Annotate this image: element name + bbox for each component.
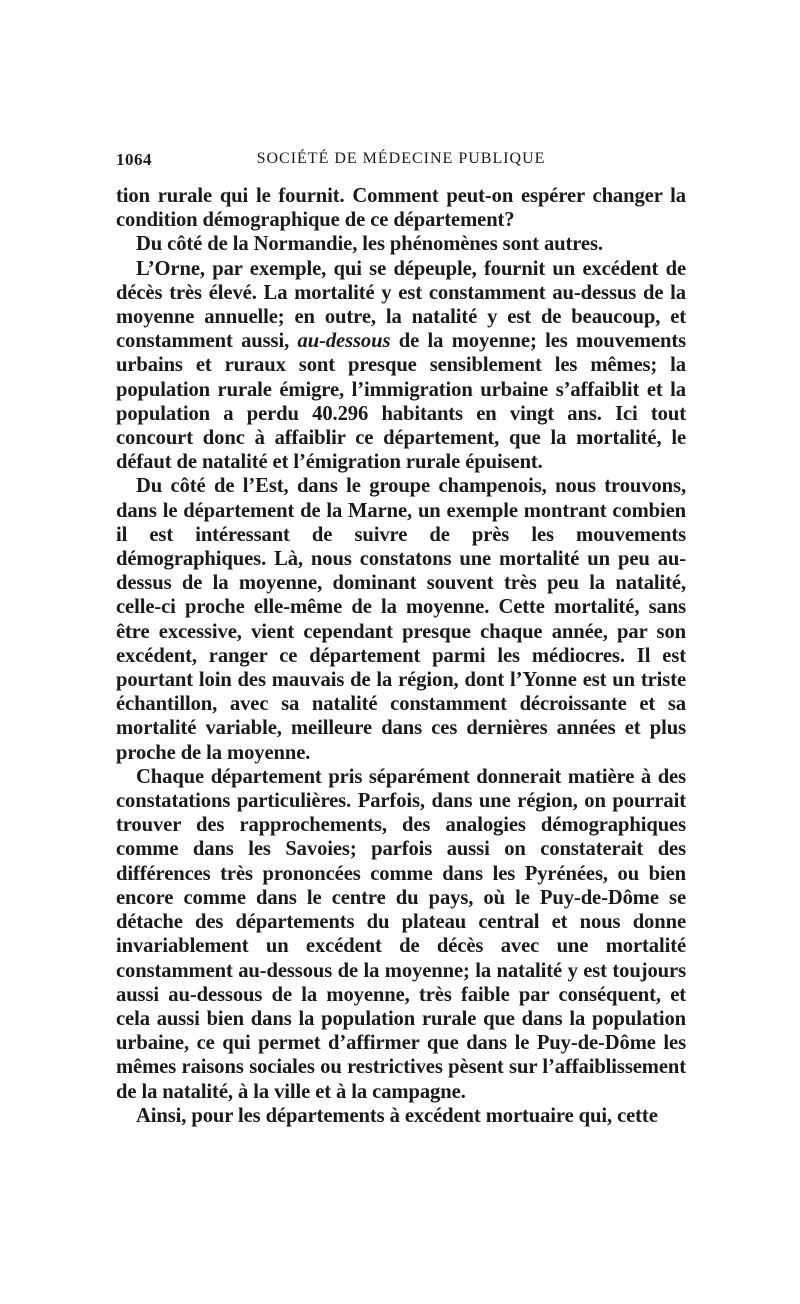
paragraph: [116, 257, 686, 475]
paragraph: Du côté de la Normandie, les phénomènes sont autres.: [136, 233, 603, 256]
running-title: SOCIÉTÉ DE MÉDECINE PUBLIQUE: [256, 150, 546, 167]
page-header: [116, 150, 686, 176]
text-run: L’Orne, par exemple, qui se dépeuple, fournit un excédent de décès très élevé. La mortalité y est constamment au-dessus de la moyenne annuelle; en outre, la natalité y est de beaucoup, et constamment aussi,: [116, 257, 686, 353]
paragraph: tion rurale qui le fournit. Comment peut-on espérer changer la condition démographique de ce département?: [116, 185, 686, 232]
page-number: 1064: [116, 150, 152, 169]
paragraph: Chaque département pris séparément donnerait matière à des constatations particulières. Parfois, dans une région, on pourrait trouver des rapprochements, des analogies démographiques comme dans les Savoies; parfois aussi on constaterait des différences très prononcées comme dans les Pyrénées, ou bien encore comme dans le centre du pays, où le Puy-de-Dôme se détache des départements du plateau central et nous donne invariablement un excédent de décès avec une mortalité constamment au-dessous de la moyenne; la natalité y est toujours aussi au-dessous de la moyenne, très faible par conséquent, et cela aussi bien dans la population rurale que dans la population urbaine, ce qui permet d’affirmer que dans le Puy-de-Dôme les mêmes raisons sociales ou restrictives pèsent sur l’affaiblissement de la natalité, à la ville et à la campagne.: [116, 765, 686, 1103]
emphasized-text: au-dessous: [297, 330, 391, 353]
body-text: [116, 184, 686, 1128]
paragraph: Ainsi, pour les départements à excédent mortuaire qui, cette: [136, 1104, 658, 1127]
paragraph: Du côté de l’Est, dans le groupe champenois, nous trouvons, dans le département de la Marne, un exemple montrant combien il est intéressant de suivre de près les mouvements démographiques. Là, nous constatons une mortalité un peu au-dessus de la moyenne, dominant souvent très peu la natalité, celle-ci proche elle-même de la moyenne. Cette mortalité, sans être excessive, vient cependant presque chaque année, par son excédent, ranger ce département parmi les médiocres. Il est pourtant loin des mauvais de la région, dont l’Yonne est un triste échantillon, avec sa natalité constamment décroissante et sa mortalité variable, meilleure dans ces dernières années et plus proche de la moyenne.: [116, 475, 686, 764]
text-run: de la moyenne; les mouvements urbains et ruraux sont presque sensiblement les mêmes; la population rurale émigre, l’immigration urbaine s’affaiblit et la population a perdu 40.296 habitants en vingt ans. Ici tout concourt donc à affaiblir ce département, que la mortalité, le défaut de natalité et l’émigration rurale épuisent.: [116, 330, 686, 474]
